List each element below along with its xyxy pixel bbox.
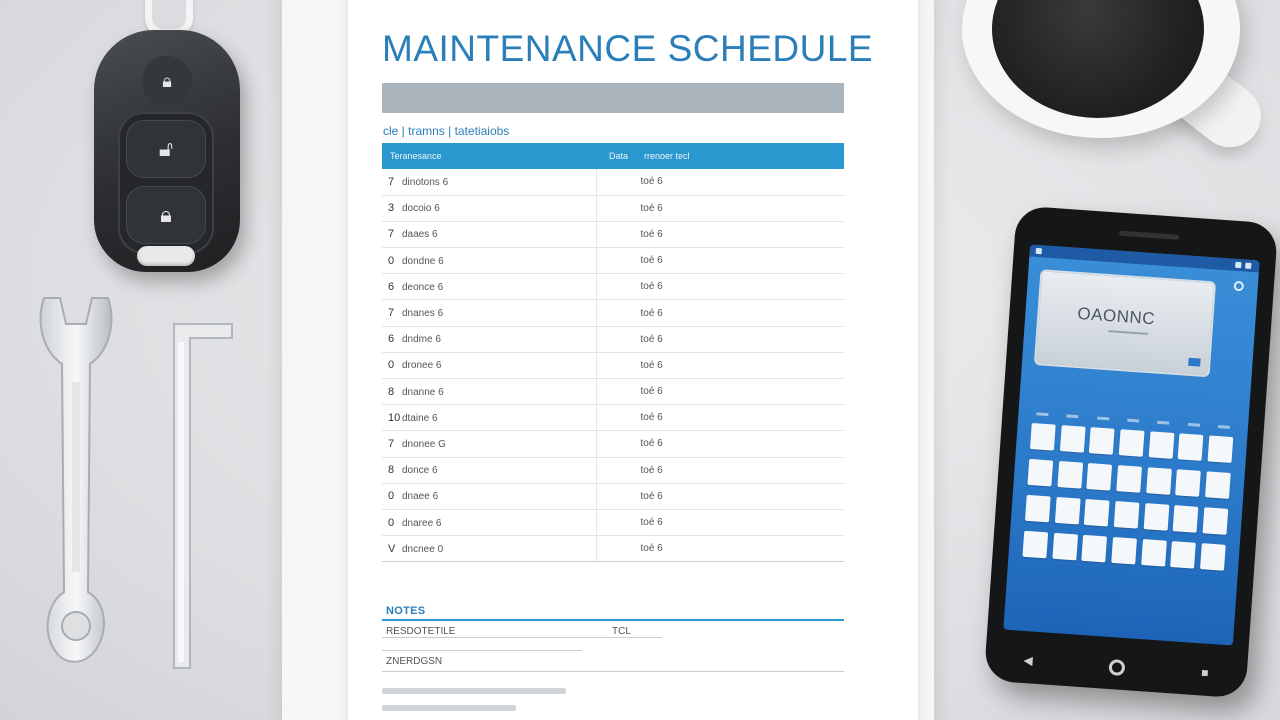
task-cell bbox=[382, 326, 596, 352]
table-row bbox=[382, 248, 844, 274]
task-name: dndme 6 bbox=[402, 334, 441, 346]
calendar-day-cell[interactable] bbox=[1022, 531, 1048, 559]
wrench-icon bbox=[36, 292, 116, 672]
task-name: dnaree 6 bbox=[402, 517, 442, 529]
hex-key-icon bbox=[168, 318, 238, 674]
calendar-week-row bbox=[1027, 459, 1230, 499]
settings-icon bbox=[1233, 281, 1244, 292]
task-cell bbox=[382, 274, 596, 300]
schedule-table bbox=[382, 143, 844, 562]
interval-cell: toé 6 bbox=[596, 431, 844, 457]
calendar-day-cell[interactable] bbox=[1025, 495, 1051, 523]
placeholder-text-line bbox=[382, 705, 516, 711]
calendar-day-cell[interactable] bbox=[1057, 461, 1083, 489]
interval-cell: toé 6 bbox=[596, 352, 844, 378]
interval-cell: toé 6 bbox=[596, 483, 844, 509]
fob-light-strip bbox=[137, 246, 195, 266]
calendar-day-cell[interactable] bbox=[1087, 463, 1113, 491]
task-name: docoio 6 bbox=[402, 203, 440, 215]
column-header: Teranesance bbox=[382, 143, 596, 169]
calendar-day-cell[interactable] bbox=[1089, 427, 1115, 455]
calendar-day-cell[interactable] bbox=[1202, 507, 1228, 535]
interval-cell: toé 6 bbox=[596, 536, 844, 562]
task-cell bbox=[382, 509, 596, 535]
table-row bbox=[382, 379, 844, 405]
status-icon bbox=[1245, 263, 1251, 269]
table-header-row bbox=[382, 143, 844, 169]
lock-icon: 🔒︎ bbox=[126, 186, 206, 244]
interval-cell: toé 6 bbox=[596, 221, 844, 247]
title-banner bbox=[382, 83, 844, 113]
interval-cell: toé 6 bbox=[596, 274, 844, 300]
task-cell bbox=[382, 483, 596, 509]
task-name: daaes 6 bbox=[402, 229, 438, 241]
task-cell bbox=[382, 379, 596, 405]
phone-screen bbox=[1003, 244, 1259, 645]
coffee bbox=[992, 0, 1204, 118]
task-name: dondne 6 bbox=[402, 255, 444, 267]
table-row bbox=[382, 169, 844, 195]
table-row bbox=[382, 405, 844, 431]
row-number: 6 bbox=[388, 333, 395, 346]
task-cell bbox=[382, 248, 596, 274]
table-row bbox=[382, 536, 844, 562]
task-name: dnanne 6 bbox=[402, 386, 444, 398]
calendar-week-row bbox=[1022, 531, 1225, 571]
task-name: donce 6 bbox=[402, 465, 438, 477]
phone-speaker bbox=[1119, 231, 1179, 240]
task-name: dtaine 6 bbox=[402, 412, 438, 424]
interval-cell: toé 6 bbox=[596, 248, 844, 274]
status-icon bbox=[1036, 248, 1042, 254]
calendar-day-cell[interactable] bbox=[1143, 503, 1169, 531]
calendar-day-cell[interactable] bbox=[1060, 425, 1086, 453]
task-cell bbox=[382, 536, 596, 562]
row-number: 6 bbox=[388, 280, 395, 293]
app-card[interactable] bbox=[1034, 269, 1216, 377]
task-cell bbox=[382, 457, 596, 483]
calendar-week-row bbox=[1025, 495, 1228, 535]
task-cell bbox=[382, 300, 596, 326]
row-number: 7 bbox=[388, 175, 395, 188]
table-row bbox=[382, 326, 844, 352]
note-value: TCL bbox=[612, 626, 631, 637]
table-row bbox=[382, 457, 844, 483]
table-row bbox=[382, 221, 844, 247]
calendar-day-cell[interactable] bbox=[1082, 535, 1108, 563]
calendar-day-cell[interactable] bbox=[1119, 429, 1145, 457]
status-icon bbox=[1235, 262, 1241, 268]
phone-nav-bar bbox=[985, 650, 1247, 684]
row-number: 3 bbox=[388, 202, 395, 215]
row-number: 8 bbox=[388, 464, 395, 477]
row-number: V bbox=[388, 542, 396, 555]
recent-apps-icon[interactable]: ■ bbox=[1200, 665, 1209, 680]
back-icon[interactable]: ◀ bbox=[1022, 653, 1034, 668]
row-number: 7 bbox=[388, 437, 395, 450]
table-row bbox=[382, 195, 844, 221]
note-label: ZNERDGSN bbox=[386, 656, 443, 667]
lock-icon: 🔒︎ bbox=[142, 56, 192, 106]
calendar-day-cell[interactable] bbox=[1084, 499, 1110, 527]
interval-cell: toé 6 bbox=[596, 195, 844, 221]
calendar-day-cell[interactable] bbox=[1200, 543, 1226, 571]
calendar-day-cell[interactable] bbox=[1027, 459, 1053, 487]
task-cell bbox=[382, 431, 596, 457]
interval-cell: toé 6 bbox=[596, 326, 844, 352]
calendar-day-cell[interactable] bbox=[1116, 465, 1142, 493]
notes-title: NOTES bbox=[386, 605, 426, 617]
task-name: dnonee G bbox=[402, 438, 446, 450]
smartphone bbox=[984, 205, 1279, 698]
table-row bbox=[382, 300, 844, 326]
calendar-day-cell[interactable] bbox=[1055, 497, 1081, 525]
calendar-day-cell[interactable] bbox=[1178, 433, 1204, 461]
home-button-icon[interactable] bbox=[1108, 659, 1125, 676]
interval-cell: toé 6 bbox=[596, 509, 844, 535]
interval-cell: toé 6 bbox=[596, 457, 844, 483]
table-row bbox=[382, 274, 844, 300]
calendar-day-cell[interactable] bbox=[1175, 469, 1201, 497]
calendar-day-cell[interactable] bbox=[1205, 471, 1231, 499]
placeholder-text-line bbox=[382, 688, 566, 694]
interval-cell: toé 6 bbox=[596, 300, 844, 326]
note-rule bbox=[382, 637, 662, 638]
calendar-day-cell[interactable] bbox=[1207, 435, 1233, 463]
task-name: dronee 6 bbox=[402, 360, 442, 372]
task-name: dinotons 6 bbox=[402, 176, 449, 188]
note-rule bbox=[382, 650, 582, 651]
app-card-corner bbox=[1188, 358, 1201, 367]
row-number: 0 bbox=[388, 359, 395, 372]
table-subheading: cle | tramns | tatetiaiobs bbox=[383, 124, 510, 138]
note-label: RESDOTETILE bbox=[386, 626, 456, 637]
table-row bbox=[382, 431, 844, 457]
row-number: 0 bbox=[388, 516, 395, 529]
calendar-day-cell[interactable] bbox=[1114, 501, 1140, 529]
interval-cell: toé 6 bbox=[596, 379, 844, 405]
calendar-grid bbox=[1022, 409, 1235, 581]
calendar-day-cell[interactable] bbox=[1173, 505, 1199, 533]
column-header: Data bbox=[596, 143, 636, 169]
document-title: MAINTENANCE SCHEDULE bbox=[382, 28, 874, 69]
column-header: rrenoer tecl bbox=[636, 143, 844, 169]
calendar-day-cell[interactable] bbox=[1148, 431, 1174, 459]
row-number: 10 bbox=[388, 411, 401, 424]
unlock-icon: 🔓︎ bbox=[126, 120, 206, 178]
calendar-day-cell[interactable] bbox=[1170, 541, 1196, 569]
task-name: dnanes 6 bbox=[402, 308, 444, 320]
row-number: 0 bbox=[388, 490, 395, 503]
task-cell bbox=[382, 195, 596, 221]
calendar-day-cell[interactable] bbox=[1146, 467, 1172, 495]
task-name: dncnee 0 bbox=[402, 543, 444, 555]
car-key-fob bbox=[94, 30, 240, 272]
task-name: dnaee 6 bbox=[402, 491, 439, 503]
task-cell bbox=[382, 169, 596, 195]
interval-cell: toé 6 bbox=[596, 169, 844, 195]
calendar-day-cell[interactable] bbox=[1030, 423, 1056, 451]
fob-button-panel bbox=[118, 112, 214, 254]
calendar-day-cell[interactable] bbox=[1111, 537, 1137, 565]
notes-divider bbox=[382, 619, 844, 621]
app-card-label: OAONNC bbox=[1076, 303, 1156, 329]
calendar-day-cell[interactable] bbox=[1141, 539, 1167, 567]
row-number: 7 bbox=[388, 307, 395, 320]
row-number: 8 bbox=[388, 385, 395, 398]
table-row bbox=[382, 352, 844, 378]
app-card-underline bbox=[1108, 330, 1148, 335]
table-row bbox=[382, 509, 844, 535]
row-number: 0 bbox=[388, 254, 395, 267]
task-cell bbox=[382, 352, 596, 378]
row-number: 7 bbox=[388, 228, 395, 241]
task-name: deonce 6 bbox=[402, 281, 444, 293]
note-rule bbox=[382, 671, 844, 672]
task-cell bbox=[382, 221, 596, 247]
interval-cell: toé 6 bbox=[596, 405, 844, 431]
task-cell bbox=[382, 405, 596, 431]
table-row bbox=[382, 483, 844, 509]
status-bar bbox=[1029, 244, 1259, 272]
calendar-day-cell[interactable] bbox=[1052, 533, 1078, 561]
